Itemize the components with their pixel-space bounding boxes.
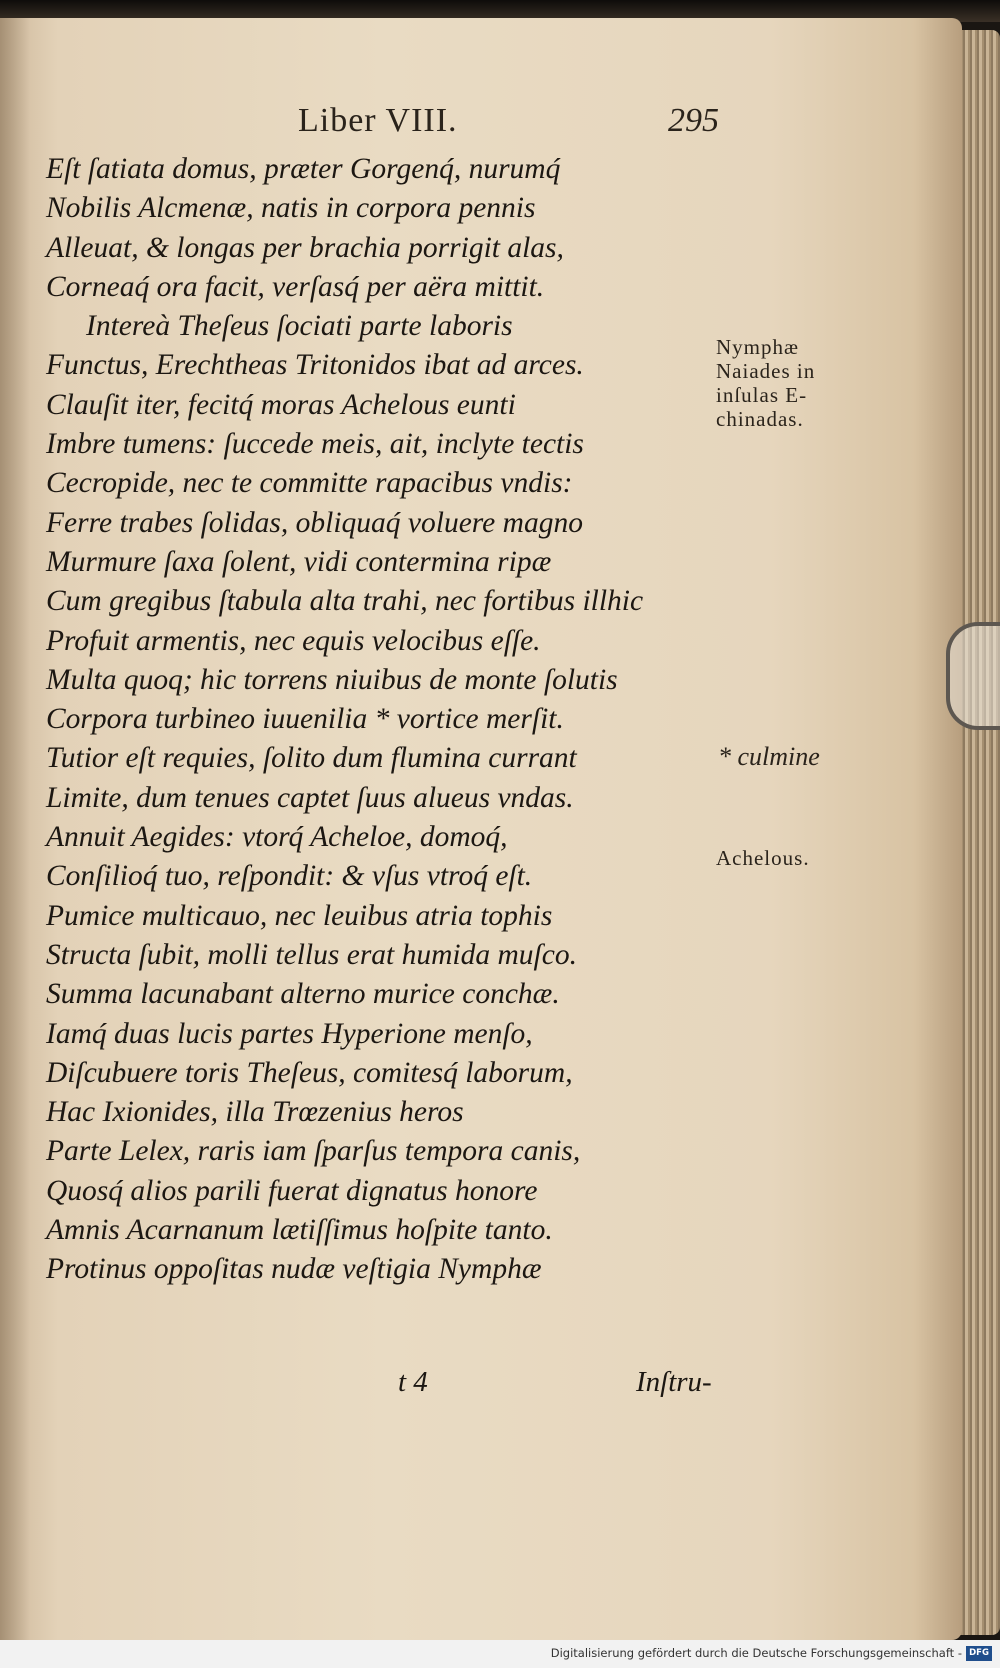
verse-line: Structa ſubit, molli tellus erat humida muſco. bbox=[46, 938, 577, 971]
verse-line: Corpora turbineo iuuenilia * vortice merſit. bbox=[46, 703, 564, 736]
verse-line: Summa lacunabant alterno murice conchæ. bbox=[46, 978, 560, 1011]
bookmark-clip bbox=[946, 622, 1000, 730]
verse-line: Nobilis Alcmenæ, natis in corpora pennis bbox=[46, 192, 536, 225]
verse-line: Diſcubuere toris Theſeus, comitesq́ laborum, bbox=[46, 1056, 573, 1089]
gutter-shadow bbox=[0, 18, 30, 1640]
margin-note-culmine: * culmine bbox=[718, 742, 820, 771]
verse-line: Tutior eſt requies, ſolito dum flumina currant bbox=[46, 742, 577, 775]
verse-line: Functus, Erechtheas Tritonidos ibat ad arces. bbox=[46, 349, 584, 382]
verse-line: Pumice multicauo, nec leuibus atria tophis bbox=[46, 899, 553, 932]
verse-line: Clauſit iter, fecitq́ moras Achelous eunti bbox=[46, 388, 516, 421]
verse-line: Protinus oppoſitas nudæ veſtigia Nymphæ bbox=[46, 1253, 542, 1286]
verse-line: Parte Lelex, raris iam ſparſus tempora canis, bbox=[46, 1135, 581, 1168]
verse-line: Limite, dum tenues captet ſuus alueus vndas. bbox=[46, 781, 574, 814]
verse-line: Iamq́ duas lucis partes Hyperione menſo, bbox=[46, 1017, 533, 1050]
verse-text bbox=[46, 150, 706, 1290]
margin-note-line: Nymphæ bbox=[716, 335, 800, 359]
verse-line: Quosq́ alios parili fuerat dignatus honore bbox=[46, 1174, 538, 1207]
margin-note-nymphae bbox=[716, 335, 815, 431]
catchword: Inſtru- bbox=[636, 1366, 712, 1398]
verse-line: Alleuat, & longas per brachia porrigit alas, bbox=[46, 231, 564, 264]
digitization-credit-bar bbox=[0, 1640, 1000, 1668]
verse-line: Conſilioq́ tuo, reſpondit: & vſus vtroq́ eſt. bbox=[46, 860, 533, 893]
margin-note-line: Naiades in bbox=[716, 359, 816, 383]
verse-line: Eſt ſatiata domus, præter Gorgenq́, nurumq́ bbox=[46, 153, 561, 185]
verse-line: Hac Ixionides, illa Trœzenius heros bbox=[46, 1096, 464, 1129]
verse-line: Imbre tumens: ſuccede meis, ait, inclyte tectis bbox=[46, 428, 584, 461]
verse-line: Intereà Theſeus ſociati parte laboris bbox=[86, 310, 513, 343]
page-edges bbox=[956, 30, 1000, 1635]
margin-note-line: chinadas. bbox=[716, 407, 804, 431]
margin-note-achelous: Achelous. bbox=[716, 846, 810, 870]
verse-line: Murmure ſaxa ſolent, vidi contermina ripæ bbox=[46, 545, 552, 578]
verse-line: Cum gregibus ſtabula alta trahi, nec fortibus illhic bbox=[46, 585, 644, 618]
running-title: Liber VIII. bbox=[298, 102, 458, 139]
verse-line: Corneaq́ ora facit, verſasq́ per aëra mittit. bbox=[46, 270, 545, 303]
verse-line: Amnis Acarnanum lætiſſimus hoſpite tanto. bbox=[46, 1214, 553, 1247]
verse-line: Annuit Aegides: vtorq́ Acheloe, domoq́, bbox=[46, 821, 508, 854]
dfg-logo-icon: DFG bbox=[966, 1646, 992, 1661]
signature-mark: t 4 bbox=[398, 1366, 428, 1398]
credit-text: Digitalisierung gefördert durch die Deutsche Forschungsgemeinschaft - bbox=[550, 1646, 962, 1660]
margin-note-line: inſulas E- bbox=[716, 383, 808, 407]
verse-line: Cecropide, nec te committe rapacibus vndis: bbox=[46, 467, 573, 500]
page-number: 295 bbox=[668, 102, 719, 139]
verse-line: Multa quoq; hic torrens niuibus de monte ſolutis bbox=[46, 663, 618, 696]
verse-line: Profuit armentis, nec equis velocibus eſſe. bbox=[46, 624, 541, 657]
verse-line: Ferre trabes ſolidas, obliquaq́ voluere magno bbox=[46, 506, 583, 539]
